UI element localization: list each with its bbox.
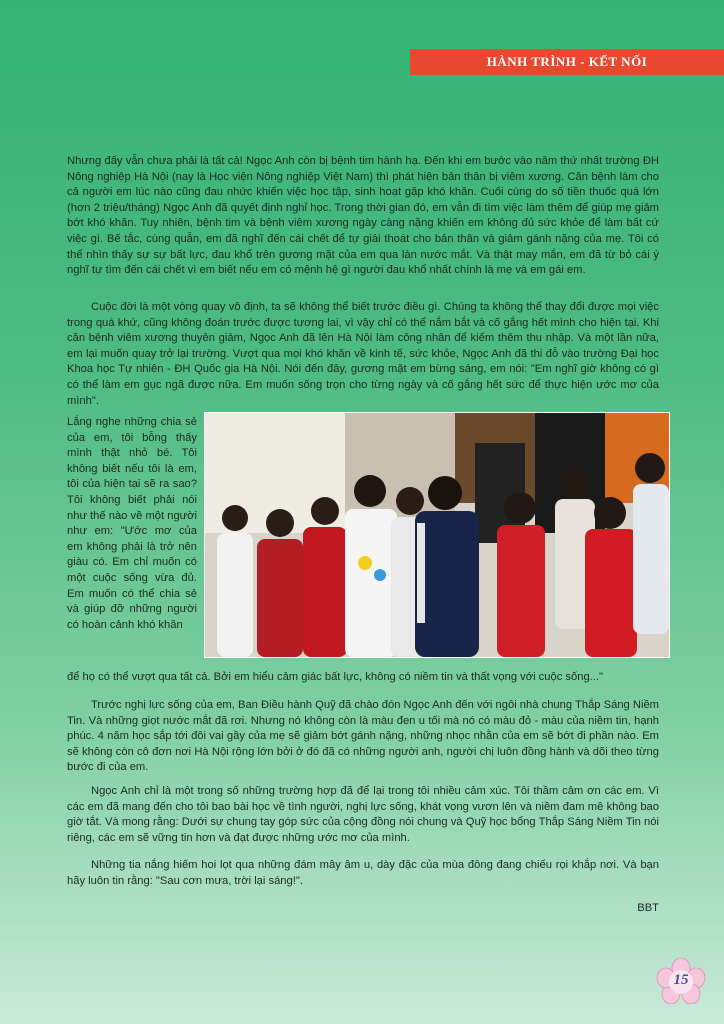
- page-number: 15: [673, 972, 689, 988]
- paragraph-3-continued: để họ có thể vượt qua tất cả. Bởi em hiểu cảm giác bất lực, không có niềm tin và thất vọng với cuộc sống...": [67, 671, 603, 683]
- paragraph-4: Trước nghị lực sống của em, Ban Điều hành Quỹ đã chào đón Ngọc Anh đến với ngôi nhà chung Thắp Sáng Niềm Tin. Và những giọt nước mắt đã rơi. Nhưng nó không còn là màu đen u tối mà nó có màu đỏ - màu của niềm tin, hạnh phúc. 4 năm học sắp tới đôi vai gầy của mẹ sẽ giảm bớt gánh nặng, những nhọc nhằn của em sẽ bớt đi phần nào. Em sẽ không còn cô đơn nơi Hà Nội rộng lớn bởi ở đó đã có những người anh, người chị luôn đồng hành và dõi theo từng bước đi của em.: [67, 699, 659, 774]
- group-photo: [204, 412, 670, 658]
- section-title: HÀNH TRÌNH - KẾT NỐI: [486, 54, 648, 69]
- section-banner: [410, 49, 724, 75]
- paragraph-1: Nhưng đấy vẫn chưa phải là tất cả! Ngọc Anh còn bị bệnh tim hành hạ. Đến khi em bước vào năm thứ nhất trường ĐH Nông nghiệp Hà Nội (nay là Học viện Nông nghiệp Việt Nam) thì phát hiện bản thân bị viêm xương. Căn bệnh làm cho cả người em lúc nào cũng đau nhức khiến việc học tập, sinh hoạt gặp khó khăn. Cuối cùng do số tiền thuốc quá lớn (hơn 2 triệu/tháng) Ngọc Anh đã quyết định nghỉ học. Trong thời gian đó, em vẫn đi tìm việc làm thêm để giúp mẹ giảm bớt khó khăn. Tuy nhiên, bệnh tim và bệnh viêm xương ngày càng nặng khiến em không đủ sức khỏe để làm bất cứ việc gì. Bế tắc, cùng quẫn, em đã nghĩ đến cái chết để tự giải thoát cho bản thân và giảm gánh nặng của mẹ. Tôi có thể nhìn thấy sự sự bất lực, đau khổ trên gương mặt của em qua làn nước mắt. Và thật may mắn, em đã từ bỏ cái ý nghĩ tự tìm đến cái chết vì em biết nếu em có mệnh hệ gì người đau khổ nhất chính là mẹ và em gái em.: [67, 155, 659, 277]
- paragraph-3-wrapped: Lắng nghe những chia sẻ của em, tôi bỗng thấy mình thật nhỏ bé. Tôi không biết nếu tôi là em, tôi của hiện tại sẽ ra sao? Tôi không biết phải nói như thế nào về một người như em: "Ước mơ của em không phải là trở nên giàu có. Em chỉ muốn có một cuộc sống vừa đủ. Em muốn có thể chia sẻ và giúp đỡ những người có hoàn cảnh khó khăn: [67, 416, 197, 631]
- page-number-badge: [656, 958, 706, 1004]
- paragraph-2: Cuộc đời là một vòng quay vô định, ta sẽ không thể biết trước điều gì. Chúng ta không thể thay đổi được mọi việc trong quá khứ, cũng không đoán trước được tương lai, vì vậy chỉ có thể nắm bắt và cố gắng hết mình cho hiện tại. Khi căn bệnh viêm xương thuyên giảm, Ngọc Anh đã lên Hà Nội làm công nhân để kiếm thêm thu nhập. Và một lần nữa, em lại muốn quay trở lại trường. Vượt qua mọi khó khăn về kinh tế, sức khỏe, Ngọc Anh đã thi đỗ vào trường Đại học Khoa học Tự nhiên - ĐH Quốc gia Hà Nội. Nói đến đây, gương mặt em bừng sáng, em nói: "Em nghĩ giờ không có gì có thể làm em gục ngã được nữa. Em muốn sống trọn cho từng ngày và cố gắng hết sức để thực hiện ước mơ của mình".: [67, 301, 659, 407]
- paragraph-6: Những tia nắng hiếm hoi lọt qua những đám mây âm u, dày đặc của mùa đông đang chiếu rọi khắp nơi. Và bạn hãy luôn tin rằng: "Sau cơn mưa, trời lại sáng!".: [67, 859, 659, 887]
- signature: BBT: [637, 902, 659, 914]
- paragraph-5: Ngọc Anh chỉ là một trong số những trường hợp đã để lại trong tôi nhiều cảm xúc. Tôi thầm cảm ơn các em. Vì các em đã mang đến cho tôi bao bài học về tình người, nghị lực sống, khát vọng vươn lên và niềm đam mê không bao giờ tắt. Và mong rằng: Dưới sự chung tay góp sức của cộng đồng nói chung và Quỹ học bổng Thắp Sáng Niềm Tin nói riêng, các em sẽ vững tin hơn và đạt được những ước mơ của mình.: [67, 785, 659, 844]
